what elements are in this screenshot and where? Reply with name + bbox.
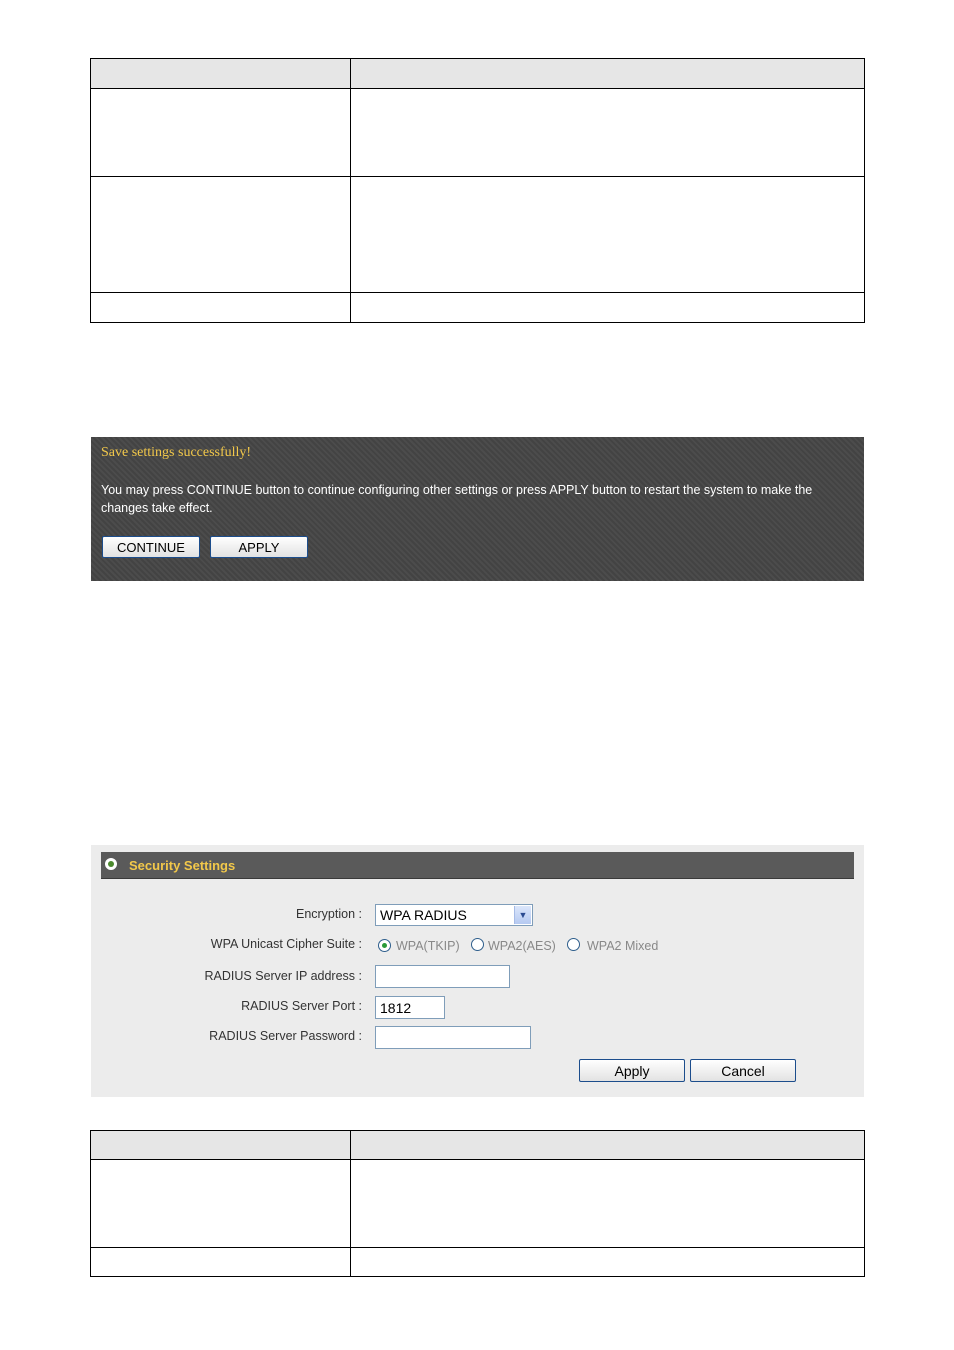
radius-ip-input[interactable] <box>375 965 510 988</box>
security-settings-title: Security Settings <box>129 858 236 873</box>
save-settings-panel <box>91 437 864 581</box>
security-cancel-button[interactable]: Cancel <box>690 1059 796 1082</box>
chevron-down-icon[interactable]: ▼ <box>514 906 531 924</box>
table-row <box>91 293 865 323</box>
table-header-cell <box>91 1131 351 1160</box>
encryption-select[interactable] <box>375 904 533 926</box>
security-settings-header <box>101 852 854 879</box>
radius-ip-label: RADIUS Server IP address : <box>204 969 362 983</box>
table-cell <box>91 177 351 293</box>
table-cell <box>351 89 865 177</box>
security-settings-panel <box>91 845 864 1097</box>
radio-wpa-tkip-label: WPA(TKIP) <box>396 939 460 953</box>
table-row <box>91 1248 865 1277</box>
top-table <box>90 58 865 323</box>
table-cell <box>351 293 865 323</box>
table-cell <box>351 1248 865 1277</box>
radio-wpa2-mixed-label: WPA2 Mixed <box>587 939 659 953</box>
radio-wpa2-aes-label: WPA2(AES) <box>488 939 556 953</box>
table-row <box>91 177 865 293</box>
table-cell <box>91 293 351 323</box>
encryption-label: Encryption : <box>295 907 362 921</box>
table-row <box>91 1160 865 1248</box>
continue-button[interactable]: CONTINUE <box>102 536 200 558</box>
radio-wpa2-mixed[interactable] <box>567 938 580 951</box>
apply-button[interactable]: APPLY <box>210 536 308 558</box>
radius-port-label: RADIUS Server Port : <box>241 999 362 1013</box>
table-cell <box>91 89 351 177</box>
radio-wpa2-aes[interactable] <box>471 938 484 951</box>
table-header-row <box>91 59 865 89</box>
table-header-cell <box>351 1131 865 1160</box>
radius-port-input[interactable] <box>375 996 445 1019</box>
encryption-select-value: WPA RADIUS <box>380 907 467 923</box>
save-settings-message: You may press CONTINUE button to continue configuring other settings or press APPLY button to restart the system to make the changes take effect. <box>101 483 813 515</box>
radius-password-label: RADIUS Server Password : <box>209 1029 362 1043</box>
security-apply-button[interactable]: Apply <box>579 1059 685 1082</box>
table-cell <box>351 1160 865 1248</box>
table-cell <box>91 1160 351 1248</box>
table-row <box>91 89 865 177</box>
table-cell <box>91 1248 351 1277</box>
table-header-cell <box>351 59 865 89</box>
radio-wpa-tkip[interactable] <box>378 939 391 952</box>
bullet-icon <box>105 858 117 870</box>
bottom-table <box>90 1130 865 1277</box>
table-header-row <box>91 1131 865 1160</box>
table-header-cell <box>91 59 351 89</box>
radius-password-input[interactable] <box>375 1026 531 1049</box>
cipher-suite-label: WPA Unicast Cipher Suite : <box>210 937 362 951</box>
save-settings-title: Save settings successfully! <box>101 445 252 460</box>
table-cell <box>351 177 865 293</box>
